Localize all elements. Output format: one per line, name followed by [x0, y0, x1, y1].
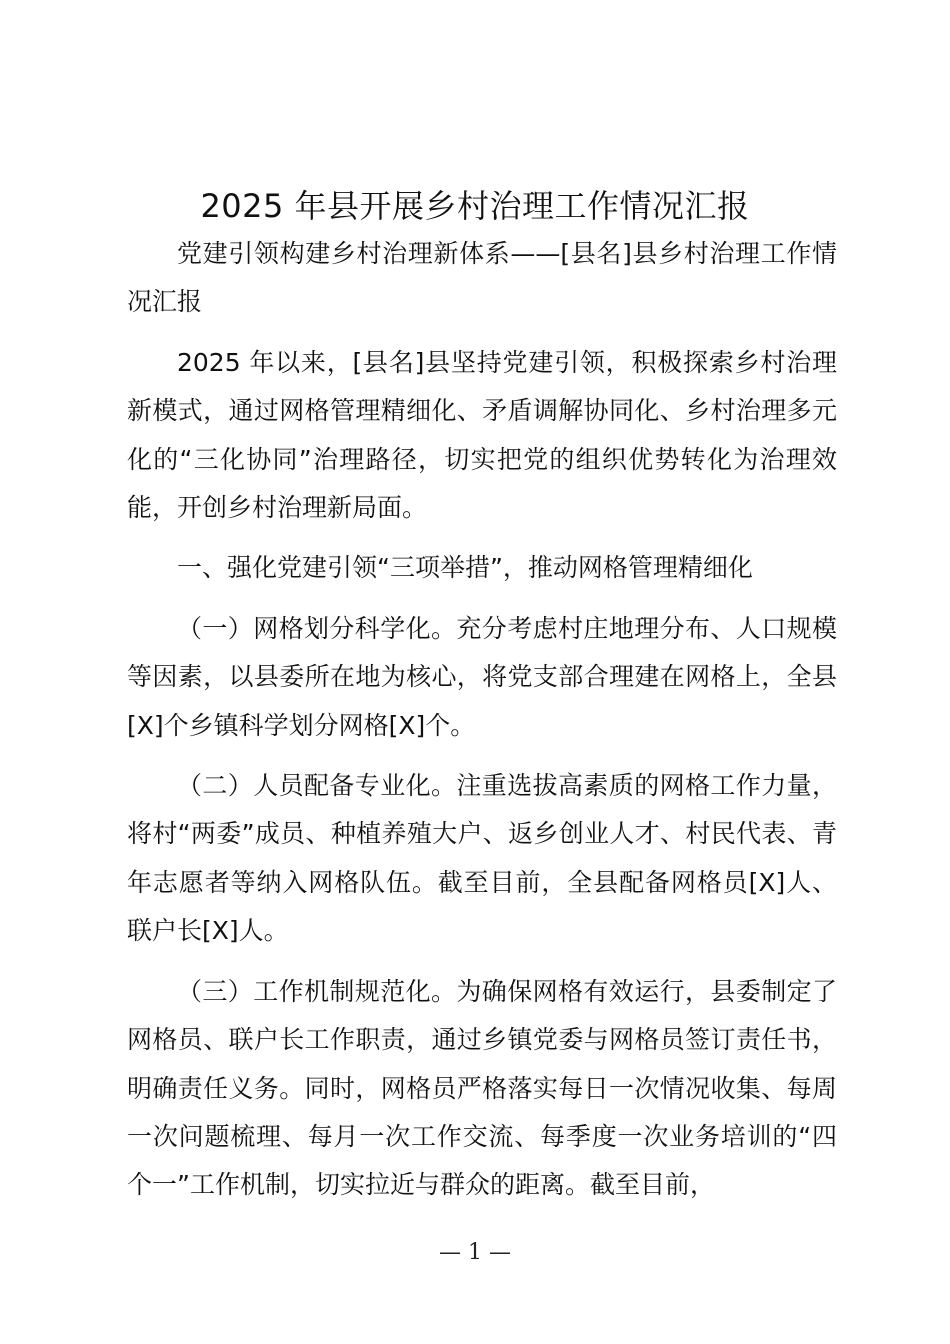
body-paragraph: （三）工作机制规范化。为确保网格有效运行，县委制定了网格员、联户长工作职责，通过乡镇党委与网格员签订责任书，明确责任义务。同时，网格员严格落实每日一次情况收集、每周一次问题梳理、每月一次工作交流、每季度一次业务培训的“四个一”工作机制，切实拉近与群众的距离。截至目前， — [127, 976, 837, 1200]
subtitle-paragraph: 党建引领构建乡村治理新体系——[县名]县乡村治理工作情况汇报 — [127, 239, 837, 317]
document-body — [127, 230, 837, 1210]
body-paragraph: （二）人员配备专业化。注重选拔高素质的网格工作力量，将村“两委”成员、种植养殖大户、返乡创业人才、村民代表、青年志愿者等纳入网格队伍。截至目前，全县配备网格员[X]人、联户长[X]人。 — [127, 771, 837, 946]
intro-paragraph: 2025 年以来，[县名]县坚持党建引领，积极探索乡村治理新模式，通过网格管理精细化、矛盾调解协同化、乡村治理多元化的“三化协同”治理路径，切实把党的组织优势转化为治理效能，开创乡村治理新局面。 — [127, 347, 837, 523]
document-title: 2025 年县开展乡村治理工作情况汇报 — [200, 187, 750, 225]
body-paragraph: （一）网格划分科学化。充分考虑村庄地理分布、人口规模等因素，以县委所在地为核心，将党支部合理建在网格上，全县[X]个乡镇科学划分网格[X]个。 — [127, 613, 837, 740]
section-heading: 一、强化党建引领“三项举措”，推动网格管理精细化 — [177, 553, 753, 583]
page-number: — 1 — — [439, 1240, 511, 1265]
